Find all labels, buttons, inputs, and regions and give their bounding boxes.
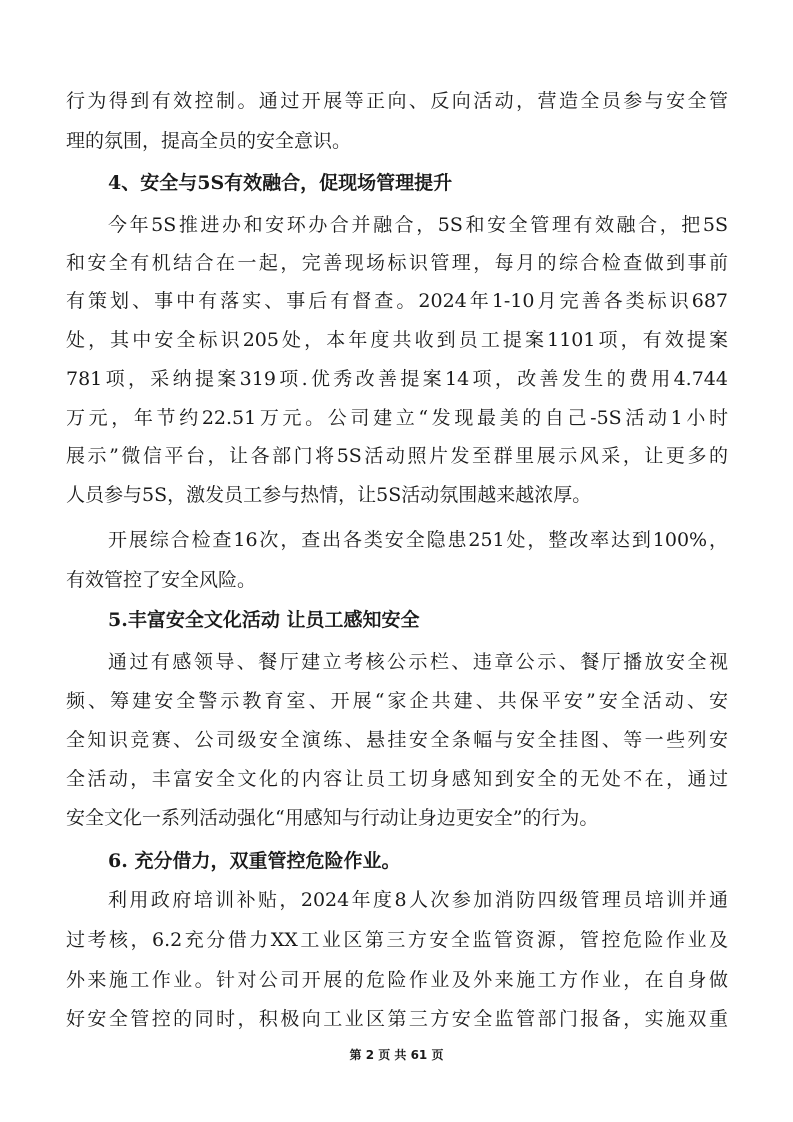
paragraph-line: 全知识竞赛、公司级安全演练、悬挂安全条幅与安全挂图、等一些列安 xyxy=(66,729,728,751)
paragraph-line: 处，其中安全标识205处，本年度共收到员工提案1101项，有效提案 xyxy=(66,329,728,351)
paragraph-line: 万元，年节约22.51万元。公司建立“发现最美的自己-5S活动1小时 xyxy=(66,407,728,429)
section-heading-4: 4、安全与5S有效融合，促现场管理提升 xyxy=(108,172,453,194)
paragraph-line: 展示”微信平台，让各部门将5S活动照片发至群里展示风采，让更多的 xyxy=(66,445,728,467)
paragraph-line: 过考核，6.2充分借力XX工业区第三方安全监管资源，管控危险作业及 xyxy=(66,929,728,951)
paragraph-line: 全活动，丰富安全文化的内容让员工切身感知到安全的无处不在，通过 xyxy=(66,768,728,790)
paragraph-line: 781项，采纳提案319项.优秀改善提案14项，改善发生的费用4.744 xyxy=(66,368,728,390)
paragraph-line: 开展综合检查16次，查出各类安全隐患251处，整改率达到100%， xyxy=(108,529,728,551)
paragraph-line: 利用政府培训补贴，2024年度8人次参加消防四级管理员培训并通 xyxy=(108,889,728,911)
paragraph-line: 今年5S推进办和安环办合并融合，5S和安全管理有效融合，把5S xyxy=(108,214,728,236)
paragraph-line: 行为得到有效控制。通过开展等正向、反向活动，营造全员参与安全管 xyxy=(66,90,728,112)
paragraph-line: 有效管控了安全风险。 xyxy=(66,569,257,591)
paragraph-line: 安全文化一系列活动强化“用感知与行动让身边更安全”的行为。 xyxy=(66,807,599,829)
paragraph-line: 频、筹建安全警示教育室、开展“家企共建、共保平安”安全活动、安 xyxy=(66,690,728,712)
paragraph-line: 有策划、事中有落实、事后有督查。2024年1-10月完善各类标识687 xyxy=(66,290,728,312)
section-heading-6: 6. 充分借力，双重管控危险作业。 xyxy=(108,850,401,872)
paragraph-line: 人员参与5S，激发员工参与热情，让5S活动氛围越来越浓厚。 xyxy=(66,484,592,506)
paragraph-line: 和安全有机结合在一起，完善现场标识管理，每月的综合检查做到事前 xyxy=(66,252,728,274)
section-heading-5: 5.丰富安全文化活动 让员工感知安全 xyxy=(108,609,420,631)
paragraph-line: 通过有感领导、餐厅建立考核公示栏、违章公示、餐厅播放安全视 xyxy=(108,651,728,673)
paragraph-line: 外来施工作业。针对公司开展的危险作业及外来施工方作业，在自身做 xyxy=(66,969,728,991)
paragraph-line: 好安全管控的同时，积极向工业区第三方安全监管部门报备，实施双重 xyxy=(66,1008,728,1030)
paragraph-line: 理的氛围，提高全员的安全意识。 xyxy=(66,130,352,152)
page-number-footer: 第 2 页 共 61 页 xyxy=(349,1048,444,1062)
